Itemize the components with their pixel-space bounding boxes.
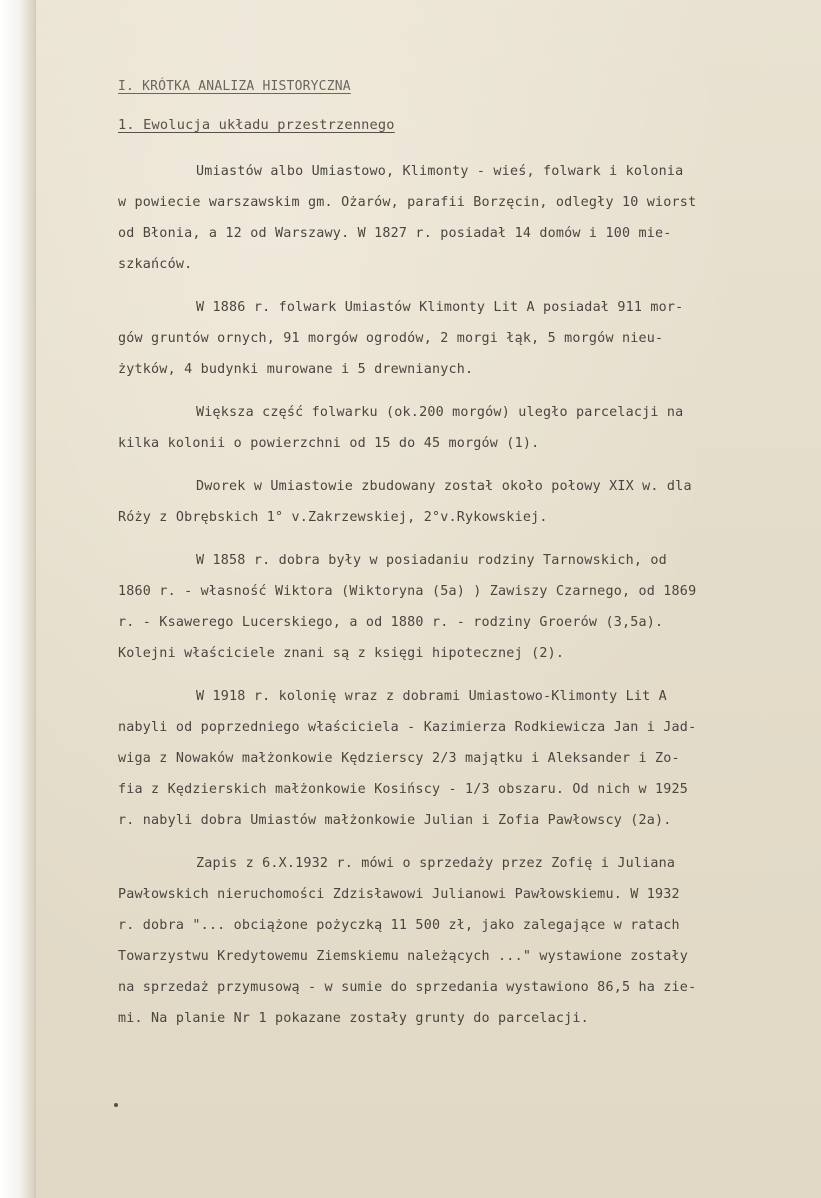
subsection-heading: 1. Ewolucja układu przestrzennego [118, 117, 395, 133]
text-line: Towarzystwu Kredytowemu Ziemskiemu należących ..." wystawione zostały [118, 949, 689, 964]
paragraph-4 [118, 471, 821, 533]
text-line: szkańców. [118, 257, 193, 272]
binding-strip [0, 0, 36, 1198]
text-line: wiga z Nowaków małżonkowie Kędzierscy 2/3 majątku i Aleksander i Zo- [118, 751, 680, 766]
text-line: nabyli od poprzedniego właściciela - Kazimierza Rodkiewicza Jan i Jad- [118, 720, 697, 735]
text-line: fia z Kędzierskich małżonkowie Kosińscy - 1/3 obszaru. Od nich w 1925 [118, 782, 689, 797]
section-heading: I. KRÓTKA ANALIZA HISTORYCZNA [118, 79, 351, 94]
text-line: mi. Na planie Nr 1 pokazane zostały grunty do parcelacji. [118, 1011, 589, 1026]
text-line: Róży z Obrębskich 1° v.Zakrzewskiej, 2°v.Rykowskiej. [118, 510, 548, 525]
paragraph-1 [118, 156, 821, 280]
text-line: W 1886 r. folwark Umiastów Klimonty Lit A posiadał 911 mor- [196, 300, 684, 315]
paragraph-6 [118, 681, 821, 836]
document-page [36, 0, 821, 1198]
text-line: żytków, 4 budynki murowane i 5 drewnianych. [118, 362, 474, 377]
paragraph-2 [118, 292, 821, 385]
text-line: Zapis z 6.X.1932 r. mówi o sprzedaży przez Zofię i Juliana [196, 856, 676, 871]
text-line: gów gruntów ornych, 91 morgów ogrodów, 2 morgi łąk, 5 morgów nieu- [118, 331, 664, 346]
text-line: Dworek w Umiastowie zbudowany został około połowy XIX w. dla [196, 479, 692, 494]
text-line: 1860 r. - własność Wiktora (Wiktoryna (5a) ) Zawiszy Czarnego, od 1869 [118, 584, 697, 599]
text-line: Większa część folwarku (ok.200 morgów) uległo parcelacji na [196, 405, 684, 420]
text-line: r. dobra "... obciążone pożyczką 11 500 zł, jako zalegające w ratach [118, 918, 680, 933]
paragraph-3 [118, 397, 821, 459]
text-line: kilka kolonii o powierzchni od 15 do 45 morgów (1). [118, 436, 540, 451]
paragraph-5 [118, 545, 821, 669]
text-line: W 1858 r. dobra były w posiadaniu rodziny Tarnowskich, od [196, 553, 667, 568]
text-line: W 1918 r. kolonię wraz z dobrami Umiastowo-Klimonty Lit A [196, 689, 667, 704]
text-line: Umiastów albo Umiastowo, Klimonty - wieś, folwark i kolonia [196, 164, 684, 179]
text-line: od Błonia, a 12 od Warszawy. W 1827 r. posiadał 14 domów i 100 mie- [118, 226, 672, 241]
text-line: Kolejni właściciele znani są z księgi hipotecznej (2). [118, 646, 565, 661]
ink-dot [114, 1103, 118, 1107]
text-line: Pawłowskich nieruchomości Zdzisławowi Julianowi Pawłowskiemu. W 1932 [118, 887, 680, 902]
paragraph-7 [118, 848, 821, 1034]
text-line: w powiecie warszawskim gm. Ożarów, parafii Borzęcin, odległy 10 wiorst [118, 195, 697, 210]
text-line: na sprzedaż przymusową - w sumie do sprzedania wystawiono 86,5 ha zie- [118, 980, 697, 995]
text-line: r. nabyli dobra Umiastów małżonkowie Julian i Zofia Pawłowscy (2a). [118, 813, 672, 828]
text-line: r. - Ksawerego Lucerskiego, a od 1880 r. - rodziny Groerów (3,5a). [118, 615, 664, 630]
document-body [118, 74, 821, 1034]
